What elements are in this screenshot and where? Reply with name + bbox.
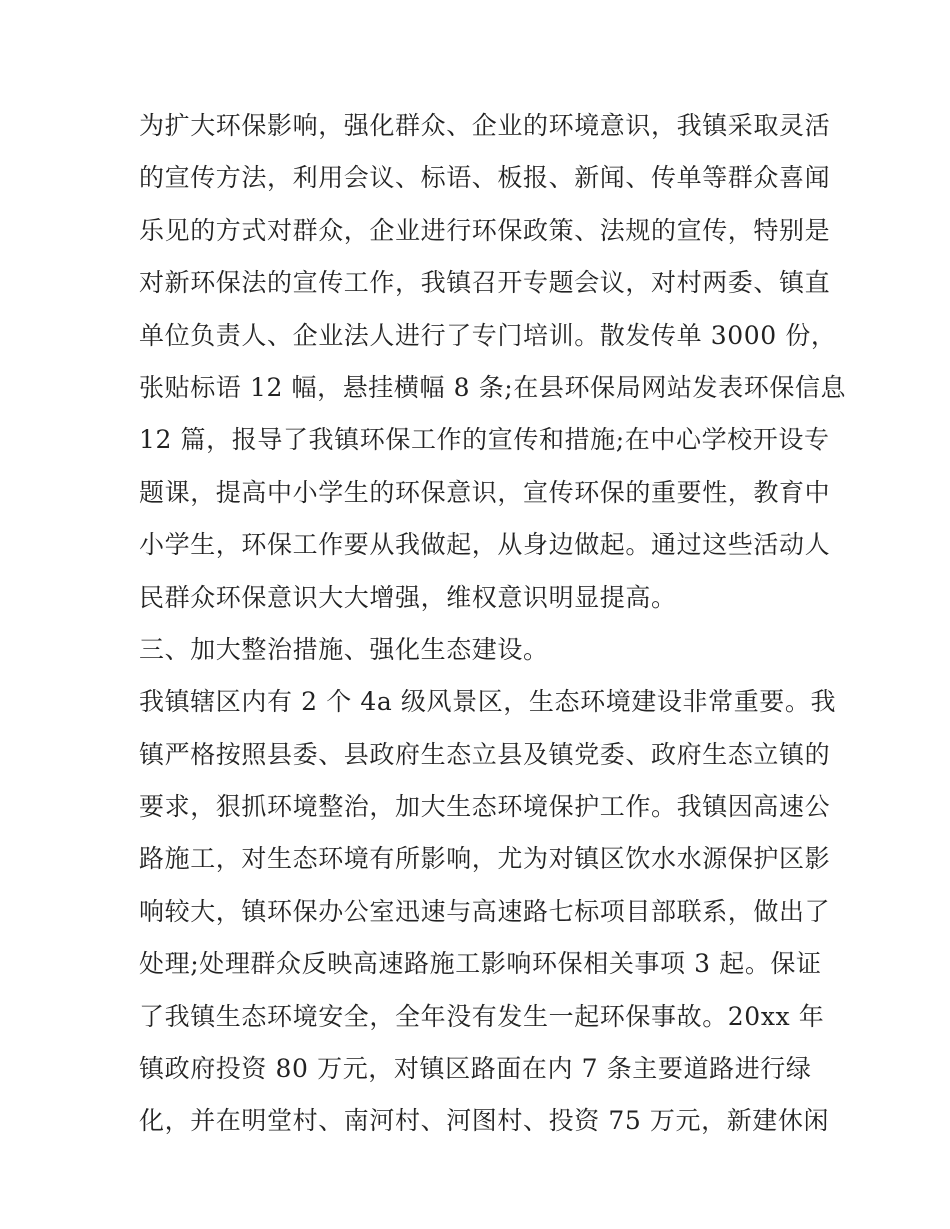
- text-line: 张贴标语 12 幅，悬挂横幅 8 条;在县环保局网站发表环保信息: [139, 372, 847, 402]
- text-line: 单位负责人、企业法人进行了专门培训。散发传单 3000 份，: [139, 320, 837, 350]
- text-line: 化，并在明堂村、南河村、河图村、投资 75 万元，新建休闲: [139, 1106, 830, 1136]
- text-line: 镇严格按照县委、县政府生态立县及镇党委、政府生态立镇的: [139, 739, 831, 769]
- text-line: 的宣传方法，利用会议、标语、板报、新闻、传单等群众喜闻: [139, 163, 831, 193]
- text-line: 对新环保法的宣传工作，我镇召开专题会议，对村两委、镇直: [139, 268, 831, 298]
- text-line: 我镇辖区内有 2 个 4a 级风景区，生态环境建设非常重要。我: [139, 687, 837, 717]
- text-line: 响较大，镇环保办公室迅速与高速路七标项目部联系，做出了: [139, 896, 831, 926]
- text-line: 题课，提高中小学生的环保意识，宣传环保的重要性，教育中: [139, 477, 831, 507]
- document-body: [139, 100, 847, 1148]
- text-line: 要求，狠抓环境整治，加大生态环境保护工作。我镇因高速公: [139, 792, 831, 822]
- text-line: 民群众环保意识大大增强，维权意识明显提高。: [139, 582, 677, 612]
- text-line: 了我镇生态环境安全，全年没有发生一起环保事故。20xx 年: [139, 1001, 825, 1031]
- section-heading: 三、加大整治措施、强化生态建设。: [139, 634, 549, 664]
- text-line: 12 篇，报导了我镇环保工作的宣传和措施;在中心学校开设专: [139, 425, 830, 455]
- text-line: 为扩大环保影响，强化群众、企业的环境意识，我镇采取灵活: [139, 111, 831, 140]
- text-line: 小学生，环保工作要从我做起，从身边做起。通过这些活动人: [139, 530, 831, 560]
- text-line: 镇政府投资 80 万元，对镇区路面在内 7 条主要道路进行绿: [139, 1054, 812, 1084]
- text-line: 处理;处理群众反映高速路施工影响环保相关事项 3 起。保证: [139, 949, 822, 979]
- text-line: 路施工，对生态环境有所影响，尤为对镇区饮水水源保护区影: [139, 844, 831, 874]
- text-line: 乐见的方式对群众，企业进行环保政策、法规的宣传，特别是: [139, 215, 831, 245]
